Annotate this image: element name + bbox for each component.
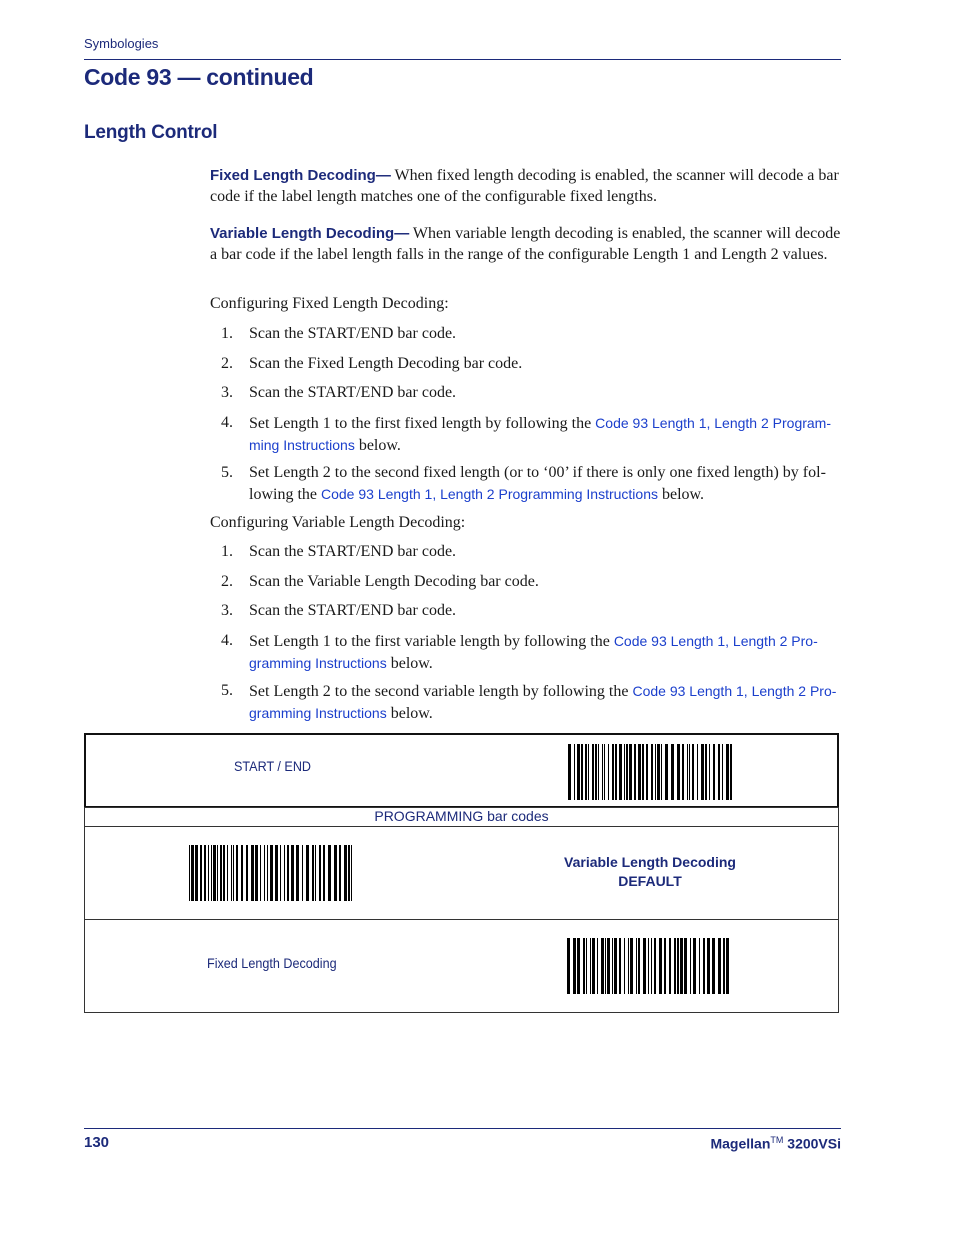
barcode-bar bbox=[204, 845, 206, 901]
barcode-bar bbox=[315, 845, 316, 901]
barcode-bar bbox=[233, 845, 234, 901]
barcode-bar bbox=[690, 938, 691, 994]
barcode-bar bbox=[646, 744, 648, 800]
barcode-bar bbox=[718, 938, 721, 994]
barcode-bar bbox=[718, 744, 720, 800]
table-divider-1 bbox=[84, 826, 839, 827]
barcode-bar bbox=[608, 744, 609, 800]
barcode-bar bbox=[693, 938, 696, 994]
fixed-length-paragraph bbox=[210, 166, 842, 207]
barcode-bar bbox=[629, 744, 632, 800]
running-header: Symbologies bbox=[84, 36, 159, 51]
fixed-length-barcode[interactable] bbox=[567, 938, 731, 994]
programming-instructions-link[interactable]: Code 93 Length 1, Length 2 Programming Instructions bbox=[321, 485, 658, 502]
variable-length-term: Variable Length Decoding— bbox=[210, 225, 410, 242]
step-text-after: below. bbox=[657, 485, 705, 503]
barcode-bar bbox=[669, 938, 671, 994]
barcode-bar bbox=[280, 845, 281, 901]
barcode-bar bbox=[707, 938, 710, 994]
barcode-bar bbox=[665, 744, 668, 800]
barcode-bar bbox=[601, 938, 604, 994]
barcode-bar bbox=[604, 744, 605, 800]
barcode-bar bbox=[638, 744, 641, 800]
barcode-bar bbox=[630, 938, 633, 994]
barcode-bar bbox=[241, 845, 243, 901]
barcode-bar bbox=[712, 938, 715, 994]
barcode-bar bbox=[687, 744, 688, 800]
barcode-bar bbox=[624, 744, 625, 800]
barcode-bar bbox=[612, 744, 614, 800]
list-item bbox=[221, 463, 842, 505]
barcode-bar bbox=[597, 938, 598, 994]
barcode-bar bbox=[583, 938, 585, 994]
default-label: DEFAULT bbox=[618, 873, 682, 889]
barcode-bar bbox=[614, 938, 617, 994]
step-text: Scan the START/END bar code. bbox=[249, 543, 457, 560]
barcode-bar bbox=[655, 744, 656, 800]
barcode-bar bbox=[697, 744, 698, 800]
variable-length-barcode[interactable] bbox=[189, 845, 353, 901]
variable-length-label-block bbox=[540, 853, 760, 891]
barcode-bar bbox=[590, 938, 591, 994]
step-text: Scan the Fixed Length Decoding bar code. bbox=[249, 355, 523, 372]
barcode-bar bbox=[642, 744, 644, 800]
barcode-bar bbox=[213, 845, 216, 901]
barcode-bar bbox=[260, 845, 261, 901]
footer-rule bbox=[84, 1128, 841, 1129]
barcode-bar bbox=[638, 938, 640, 994]
barcode-bar bbox=[605, 938, 606, 994]
variable-length-text: When variable length decoding is enabled, the scanner will decode a bar code if the label length falls in the range of the configurable Length 1 and Length 2 values. bbox=[210, 225, 841, 263]
barcode-bar bbox=[264, 845, 265, 901]
step-text-after: below. bbox=[386, 704, 433, 722]
barcode-bar bbox=[677, 744, 680, 800]
barcode-bar bbox=[312, 845, 314, 901]
barcode-bar bbox=[227, 845, 228, 901]
barcode-bar bbox=[208, 845, 209, 901]
barcode-bar bbox=[624, 938, 625, 994]
step-text: Scan the Variable Length Decoding bar code. bbox=[249, 573, 539, 590]
barcode-bar bbox=[598, 744, 599, 800]
barcode-bar bbox=[306, 845, 309, 901]
list-item bbox=[221, 572, 842, 593]
barcode-bar bbox=[726, 744, 729, 800]
barcode-bar bbox=[730, 744, 732, 800]
programming-instructions-link[interactable]: Code 93 Length 1, Length 2 Pro-gramming Instructions bbox=[249, 633, 818, 671]
step-text: Set Length 1 to the first fixed length by following the bbox=[249, 415, 596, 432]
fixed-length-text: When fixed length decoding is enabled, the scanner will decode a bar code if the label length matches one of the configurable fixed lengths. bbox=[210, 167, 839, 205]
barcode-bar bbox=[592, 938, 595, 994]
barcode-bar bbox=[705, 744, 707, 800]
barcode-bar bbox=[643, 938, 646, 994]
barcode-bar bbox=[236, 845, 238, 901]
barcode-bar bbox=[577, 938, 580, 994]
barcode-bar bbox=[251, 845, 254, 901]
barcode-bar bbox=[595, 744, 597, 800]
barcode-bar bbox=[592, 744, 594, 800]
fixed-length-term: Fixed Length Decoding— bbox=[210, 167, 391, 184]
barcode-bar bbox=[607, 938, 610, 994]
start-end-barcode[interactable] bbox=[568, 744, 732, 800]
variable-intro: Configuring Variable Length Decoding: bbox=[210, 514, 466, 531]
barcode-bar bbox=[628, 938, 629, 994]
barcode-bar bbox=[626, 744, 628, 800]
barcode-bar bbox=[664, 938, 666, 994]
step-number: 2. bbox=[221, 355, 233, 372]
step-number: 5. bbox=[221, 464, 233, 481]
barcode-bar bbox=[651, 744, 653, 800]
barcode-bar bbox=[586, 938, 587, 994]
barcode-bar bbox=[723, 938, 725, 994]
barcode-bar bbox=[713, 744, 715, 800]
barcode-bar bbox=[619, 744, 622, 800]
step-number: 5. bbox=[221, 682, 233, 699]
barcode-bar bbox=[189, 845, 190, 901]
step-text: Set Length 2 to the second variable length by following the bbox=[249, 683, 633, 700]
trademark-mark: TM bbox=[770, 1135, 784, 1145]
barcode-bar bbox=[648, 938, 649, 994]
barcode-bar bbox=[703, 938, 705, 994]
barcode-bar bbox=[657, 744, 660, 800]
step-number: 3. bbox=[221, 602, 233, 619]
barcode-bar bbox=[682, 744, 684, 800]
barcode-bar bbox=[677, 938, 679, 994]
barcode-bar bbox=[191, 845, 194, 901]
page-number: 130 bbox=[84, 1134, 110, 1151]
programming-instructions-link[interactable]: Code 93 Length 1, Length 2 Program-ming Instructions bbox=[249, 415, 831, 453]
step-number: 2. bbox=[221, 573, 233, 590]
barcode-bar bbox=[328, 845, 331, 901]
page-title: Code 93 — continued bbox=[84, 64, 314, 90]
barcode-bar bbox=[574, 744, 575, 800]
step-text: Set Length 1 to the first variable length by following the bbox=[249, 633, 614, 650]
barcode-bar bbox=[671, 744, 674, 800]
barcode-bar bbox=[577, 744, 580, 800]
barcode-bar bbox=[351, 845, 352, 901]
barcode-bar bbox=[699, 938, 700, 994]
barcode-bar bbox=[684, 938, 687, 994]
barcode-bar bbox=[654, 938, 656, 994]
barcode-bar bbox=[211, 845, 212, 901]
barcode-bar bbox=[567, 938, 570, 994]
product-model: 3200VSi bbox=[783, 1135, 841, 1152]
barcode-bar bbox=[223, 845, 225, 901]
start-end-row bbox=[84, 733, 839, 808]
barcode-bar bbox=[701, 744, 704, 800]
fixed-intro: Configuring Fixed Length Decoding: bbox=[210, 295, 449, 312]
list-item bbox=[221, 354, 842, 375]
fixed-length-label: Fixed Length Decoding bbox=[207, 955, 337, 971]
barcode-bar bbox=[319, 845, 321, 901]
barcode-bar bbox=[334, 845, 337, 901]
barcode-bar bbox=[267, 845, 268, 901]
barcode-bar bbox=[612, 938, 613, 994]
barcode-bar bbox=[344, 845, 347, 901]
step-number: 1. bbox=[221, 543, 233, 560]
list-item bbox=[221, 631, 842, 674]
barcode-bar bbox=[615, 744, 617, 800]
list-item bbox=[221, 542, 842, 563]
step-text-after: below. bbox=[386, 654, 433, 672]
programming-instructions-link[interactable]: Code 93 Length 1, Length 2 Pro-gramming Instructions bbox=[249, 683, 837, 721]
programming-caption: PROGRAMMING bar codes bbox=[374, 808, 549, 824]
barcode-bar bbox=[722, 744, 723, 800]
barcode-bar bbox=[302, 845, 303, 901]
step-text: Set Length 2 to the second fixed length (or to ‘00’ if there is only one fixed length) by fol-lowing the bbox=[249, 464, 826, 503]
barcode-bar bbox=[200, 845, 202, 901]
barcode-bar bbox=[275, 845, 278, 901]
step-text-after: below. bbox=[354, 436, 401, 454]
barcode-bar bbox=[692, 744, 694, 800]
barcode-bar bbox=[602, 744, 603, 800]
product-name bbox=[710, 1135, 841, 1152]
barcode-bar bbox=[726, 938, 729, 994]
barcode-bar bbox=[634, 744, 636, 800]
barcode-bar bbox=[255, 845, 258, 901]
barcode-bar bbox=[323, 845, 325, 901]
step-text: Scan the START/END bar code. bbox=[249, 384, 457, 401]
table-divider-2 bbox=[84, 919, 839, 920]
variable-length-label: Variable Length Decoding bbox=[564, 854, 736, 870]
barcode-bar bbox=[573, 938, 576, 994]
list-item bbox=[221, 324, 842, 345]
barcode-bar bbox=[619, 938, 621, 994]
barcode-bar bbox=[585, 744, 587, 800]
list-item bbox=[221, 601, 842, 622]
step-number: 4. bbox=[221, 632, 233, 649]
start-end-label: START / END bbox=[234, 758, 312, 774]
barcode-bar bbox=[689, 744, 690, 800]
barcode-bar bbox=[246, 845, 248, 901]
step-text: Scan the START/END bar code. bbox=[249, 325, 457, 342]
barcode-bar bbox=[636, 938, 637, 994]
barcode-bar bbox=[659, 938, 662, 994]
list-item bbox=[221, 383, 842, 404]
barcode-bar bbox=[348, 845, 350, 901]
barcode-bar bbox=[287, 845, 289, 901]
barcode-bar bbox=[651, 938, 652, 994]
barcode-bar bbox=[709, 744, 710, 800]
barcode-bar bbox=[588, 744, 589, 800]
step-number: 3. bbox=[221, 384, 233, 401]
barcode-bar bbox=[661, 744, 662, 800]
product-brand: Magellan bbox=[710, 1135, 771, 1152]
barcode-bar bbox=[296, 845, 299, 901]
list-item bbox=[221, 681, 842, 724]
barcode-bar bbox=[674, 938, 676, 994]
list-item bbox=[221, 413, 842, 456]
barcode-bar bbox=[220, 845, 222, 901]
barcode-bar bbox=[291, 845, 294, 901]
barcode-bar bbox=[195, 845, 198, 901]
barcode-bar bbox=[270, 845, 273, 901]
step-number: 1. bbox=[221, 325, 233, 342]
barcode-bar bbox=[680, 938, 683, 994]
barcode-bar bbox=[581, 744, 583, 800]
section-heading: Length Control bbox=[84, 122, 218, 143]
barcode-bar bbox=[231, 845, 232, 901]
step-number: 4. bbox=[221, 414, 233, 431]
header-rule bbox=[84, 59, 841, 60]
barcode-bar bbox=[339, 845, 341, 901]
barcode-bar bbox=[284, 845, 285, 901]
step-text: Scan the START/END bar code. bbox=[249, 602, 457, 619]
barcode-bar bbox=[217, 845, 218, 901]
variable-length-paragraph bbox=[210, 224, 842, 265]
barcode-bar bbox=[568, 744, 571, 800]
